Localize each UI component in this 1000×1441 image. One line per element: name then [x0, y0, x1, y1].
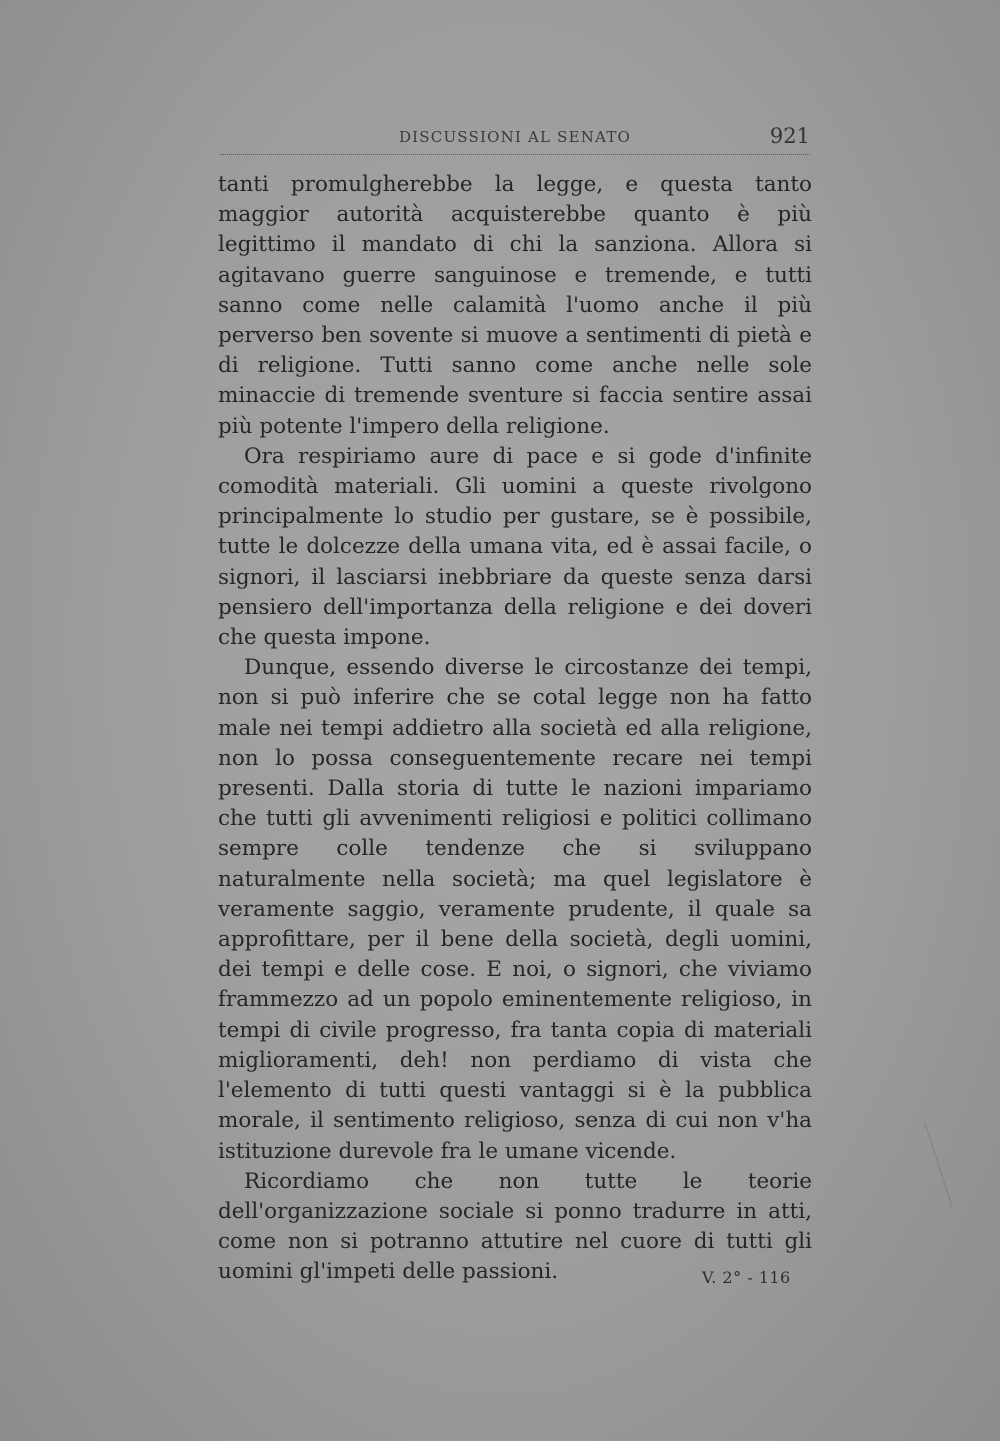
printer-signature: V. 2° - 116 [702, 1268, 791, 1287]
paragraph-3: Dunque, essendo diverse le circostanze dei tempi, non si può inferire che se cotal legge non ha fatto male nei tempi addietro alla società ed alla religione, non lo possa conseguentemente recare nei tempi presenti. Dalla storia di tutte le nazioni impariamo che tutti gli avvenimenti religiosi e politici collimano sempre colle tendenze che si sviluppano naturalmente nella società; ma quel legislatore è veramente saggio, veramente prudente, il quale sa approfittare, per il bene della società, degli uomini, dei tempi e delle cose. E noi, o signori, che viviamo frammezzo ad un popolo eminentemente religioso, in tempi di civile progresso, fra tanta copia di materiali miglioramenti, deh! non perdiamo di vista che l'elemento di tutti questi vantaggi si è la pubblica morale, il sentimento religioso, senza di cui non v'ha istituzione durevole fra le umane vicende. [218, 655, 812, 1164]
running-head [220, 124, 810, 155]
body-text [218, 170, 812, 1288]
scan-crease-mark [924, 1122, 953, 1208]
paragraph-4: Ricordiamo che non tutte le teorie dell'organizzazione sociale si ponno tradurre in atti, come non si potranno attutire nel cuore di tutti gli uomini gl'impeti delle passioni. [218, 1168, 812, 1285]
page-number: 921 [769, 124, 810, 148]
paragraph-2: Ora respiriamo aure di pace e si gode d'infinite comodità materiali. Gli uomini a queste rivolgono principalmente lo studio per gustare, se è possibile, tutte le dolcezze della umana vita, ed è assai facile, o signori, il lasciarsi inebbriare da queste senza darsi pensiero dell'importanza della religione e dei doveri che questa impone. [218, 443, 812, 651]
paragraph-1: tanti promulgherebbe la legge, e questa tanto maggior autorità acquisterebbe quanto è più legittimo il mandato di chi la sanziona. Allora si agitavano guerre sanguinose e tremende, e tutti sanno come nelle calamità l'uomo anche il più perverso ben sovente si muove a sentimenti di pietà e di religione. Tutti sanno come anche nelle sole minaccie di tremende sventure si faccia sentire assai più potente l'impero della religione. [218, 172, 812, 439]
running-title: DISCUSSIONI AL SENATO [398, 128, 632, 146]
